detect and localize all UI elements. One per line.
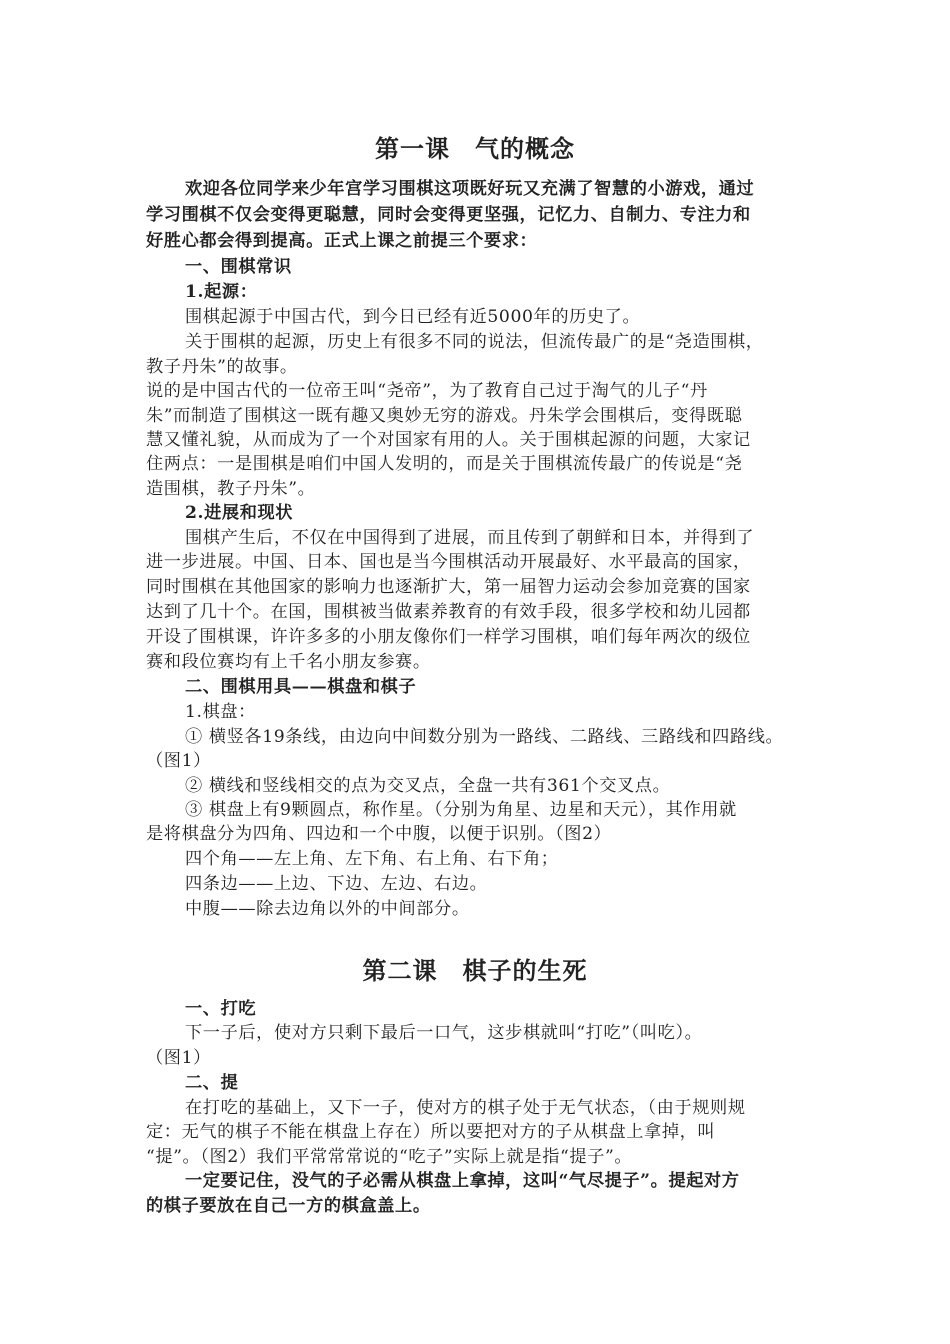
body-line: 慧又懂礼貌，从而成为了一个对国家有用的人。关于围棋起源的问题，大家记 — [146, 430, 751, 450]
body-line: 1.棋盘： — [185, 702, 256, 722]
body-line: ② 横线和竖线相交的点为交叉点，全盘一共有361个交叉点。 — [185, 776, 671, 796]
body-line: 赛和段位赛均有上千名小朋友参赛。 — [146, 652, 431, 672]
lesson1-title: 第一课 气的概念 — [375, 134, 575, 163]
body-line: 中腹——除去边角以外的中间部分。 — [185, 899, 470, 919]
body-line: 教子丹朱”的故事。 — [146, 357, 298, 377]
body-line: 关于围棋的起源，历史上有很多不同的说法，但流传最广的是“尧造围棋， — [185, 332, 764, 352]
intro-line: 学习围棋不仅会变得更聪慧，同时会变得更坚强，记忆力、自制力、专注力和 — [146, 205, 751, 225]
section-heading: 二、围棋用具——棋盘和棋子 — [185, 677, 417, 697]
lesson2-title: 第二课 棋子的生死 — [362, 956, 588, 985]
body-line: 围棋起源于中国古代，到今日已经有近5000年的历史了。 — [185, 307, 641, 327]
body-line: 下一子后，使对方只剩下最后一口气，这步棋就叫“打吃”（叫吃）。 — [185, 1023, 703, 1043]
body-line: 同时围棋在其他国家的影响力也逐渐扩大，第一届智力运动会参加竞赛的国家 — [146, 577, 751, 597]
body-line: 定：无气的棋子不能在棋盘上存在）所以要把对方的子从棋盘上拿掉，叫 — [146, 1122, 716, 1142]
section-heading: 二、提 — [185, 1073, 239, 1093]
body-line: 在打吃的基础上，又下一子，使对方的棋子处于无气状态，（由于规则规 — [185, 1098, 746, 1118]
body-line: 朱”而制造了围棋这一既有趣又奥妙无穷的游戏。丹朱学会围棋后，变得既聪 — [146, 406, 743, 426]
body-line: 开设了围棋课，许许多多的小朋友像你们一样学习围棋，咱们每年两次的级位 — [146, 627, 751, 647]
subsection-heading: 1.起源： — [185, 282, 258, 302]
body-line: ① 横竖各19条线，由边向中间数分别为一路线、二路线、三路线和四路线。 — [185, 727, 784, 747]
section-heading: 一、围棋常识 — [185, 257, 292, 277]
body-line: 四个角——左上角、左下角、右上角、右下角； — [185, 849, 559, 869]
body-line: 达到了几十个。在国，围棋被当做素养教育的有效手段，很多学校和幼儿园都 — [146, 602, 751, 622]
body-line: “提”。（图2）我们平常常常说的“吃子”实际上就是指“提子”。 — [146, 1147, 633, 1167]
intro-line: 欢迎各位同学来少年宫学习围棋这项既好玩又充满了智慧的小游戏，通过 — [185, 179, 755, 199]
body-line: ③ 棋盘上有9颗圆点，称作星。（分别为角星、边星和天元），其作用就 — [185, 800, 737, 820]
body-line: 住两点：一是围棋是咱们中国人发明的，而是关于围棋流传最广的传说是“尧 — [146, 454, 743, 474]
body-line: 是将棋盘分为四角、四边和一个中腹，以便于识别。（图2） — [146, 824, 612, 844]
body-line: 围棋产生后，不仅在中国得到了进展，而且传到了朝鲜和日本，并得到了 — [185, 528, 755, 548]
body-line: 造围棋，教子丹朱”。 — [146, 479, 316, 499]
body-line: 进一步进展。中国、日本、国也是当今围棋活动开展最好、水平最高的国家， — [146, 552, 751, 572]
section-heading: 一、打吃 — [185, 999, 257, 1019]
body-line: 四条边——上边、下边、左边、右边。 — [185, 874, 488, 894]
emphasis-line: 一定要记住，没气的子必需从棋盘上拿掉，这叫“气尽提子”。提起对方 — [185, 1171, 740, 1191]
subsection-heading: 2.进展和现状 — [185, 503, 294, 523]
body-line: （图1） — [146, 751, 211, 771]
emphasis-line: 的棋子要放在自己一方的棋盒盖上。 — [146, 1196, 431, 1216]
intro-line: 好胜心都会得到提高。正式上课之前提三个要求： — [146, 231, 538, 251]
body-line: （图1） — [146, 1048, 211, 1068]
body-line: 说的是中国古代的一位帝王叫“尧帝”，为了教育自己过于淘气的儿子“丹 — [146, 381, 708, 401]
